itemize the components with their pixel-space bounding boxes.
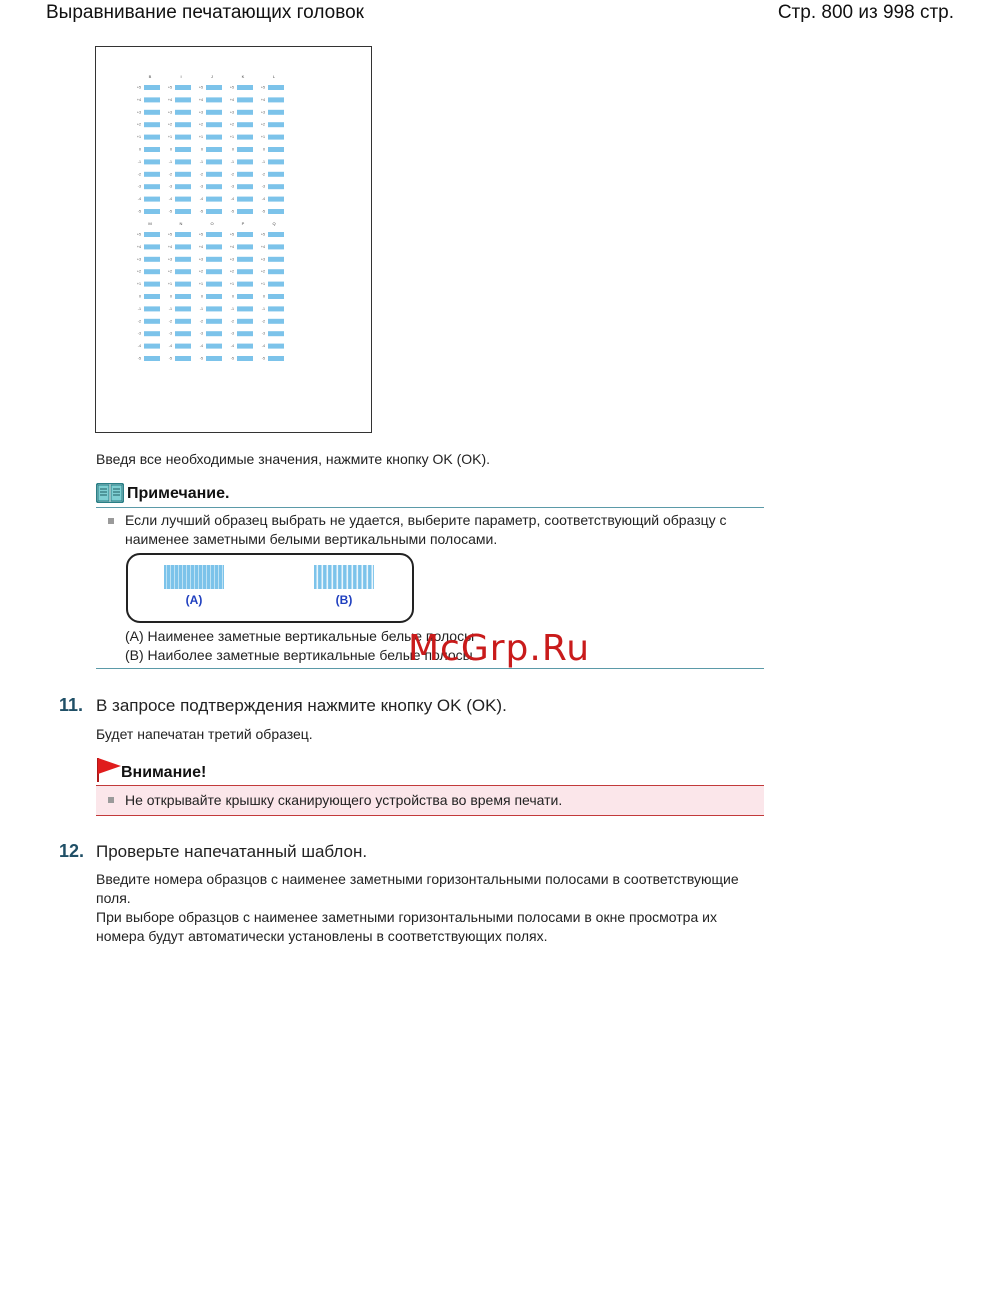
attention-body [96,786,764,816]
pattern-row-value: +2 [167,269,172,274]
step-11-text: В запросе подтверждения нажмите кнопку OK (OK). [96,696,507,715]
pattern-swatch [144,232,160,237]
pattern-row-value: 0 [139,147,141,152]
pattern-row-value: +3 [136,257,141,262]
pattern-swatch [206,110,222,115]
pattern-swatch [268,319,284,324]
pattern-swatch [206,184,222,189]
pattern-group-label: K [241,74,245,79]
attention-text: Не открывайте крышку сканирующего устройства во время печати. [125,792,563,808]
pattern-row-value: -1 [137,159,141,164]
pattern-row-value: 0 [201,147,203,152]
legend-b: (B) Наиболее заметные вертикальные белые полосы [125,647,473,663]
pattern-row-value: -1 [230,306,234,311]
pattern-swatch [206,147,222,152]
step-12-number: 12. [59,841,85,861]
pattern-swatch [175,244,191,249]
pattern-swatch [237,147,253,152]
alignment-pattern-image [96,47,371,432]
pattern-row-value: +4 [136,244,141,249]
white-stripe [322,565,324,589]
watermark: McGrp.Ru [408,628,591,669]
pattern-row-value: -4 [261,344,265,349]
pattern-row-value: -5 [230,209,234,214]
note-title: Примечание. [127,485,230,502]
pattern-row-value: +2 [136,269,141,274]
pattern-swatch [144,282,160,287]
document-title: Выравнивание печатающих головок [46,2,364,23]
pattern-row-value: +4 [198,244,203,249]
pattern-swatch [144,147,160,152]
pattern-row-value: +2 [229,269,234,274]
pattern-row-value: -2 [199,172,203,177]
pattern-row-value: +4 [229,244,234,249]
white-stripe [352,565,354,589]
note-text: Если лучший образец выбрать не удается, выберите параметр, соответствующий образцу с наименее заметными белыми вертикальными полосами. [125,512,727,547]
pattern-swatch [175,356,191,361]
pattern-swatch [175,110,191,115]
pattern-swatch [175,159,191,164]
white-stripe [202,565,203,589]
pattern-row-value: -2 [261,172,265,177]
pattern-swatch [144,85,160,90]
pattern-row-value: -5 [261,356,265,361]
white-stripe [198,565,199,589]
pattern-swatch [175,306,191,311]
pattern-swatch [268,344,284,349]
pattern-row-value: -4 [230,197,234,202]
pattern-row-value: -5 [199,356,203,361]
pattern-row-value: -3 [168,184,172,189]
pattern-swatch [237,184,253,189]
pattern-row-value: +1 [167,282,172,287]
pattern-row-value: +5 [260,232,265,237]
pattern-row-value: -1 [230,159,234,164]
pattern-row-value: -5 [261,209,265,214]
pattern-row-value: -1 [261,306,265,311]
pattern-swatch [237,110,253,115]
pattern-swatch [237,209,253,214]
pattern-row-value: -4 [230,344,234,349]
pattern-swatch [206,232,222,237]
pattern-swatch [175,257,191,262]
pattern-swatch [175,269,191,274]
pattern-row-value: +2 [136,122,141,127]
pattern-row-value: -4 [261,197,265,202]
pattern-row-value: +5 [260,85,265,90]
pattern-group-label: O [210,221,214,226]
pattern-swatch [206,294,222,299]
pattern-row-value: +2 [198,269,203,274]
pattern-row-value: -4 [137,197,141,202]
pattern-swatch [144,319,160,324]
pattern-row-value: -3 [230,184,234,189]
pattern-swatch [206,172,222,177]
step-12-text: Проверьте напечатанный шаблон. [96,842,368,861]
pattern-row-value: +2 [260,269,265,274]
step-12-paragraph-1: Введите номера образцов с наименее заметными горизонтальными полосами в соответствующие поля. [96,871,739,906]
white-stripe [166,565,167,589]
pattern-row-value: -3 [230,331,234,336]
pattern-swatch [175,97,191,102]
pattern-row-value: +2 [167,122,172,127]
pattern-group-label: P [241,221,245,226]
pattern-row-value: -5 [137,209,141,214]
book-icon [96,483,124,503]
pattern-swatch [268,85,284,90]
pattern-row-value: 0 [232,294,234,299]
pattern-swatch [144,97,160,102]
pattern-row-value: +3 [260,110,265,115]
pattern-row-value: -1 [199,306,203,311]
pattern-row-value: -3 [261,331,265,336]
pattern-swatch [206,159,222,164]
pattern-row-value: 0 [263,147,265,152]
white-stripe [210,565,211,589]
white-stripe [178,565,179,589]
pattern-swatch [237,344,253,349]
instruction-text: Введя все необходимые значения, нажмите кнопку OK (OK). [96,451,491,467]
bullet-marker [108,518,114,524]
pattern-swatch [175,282,191,287]
pattern-swatch [268,257,284,262]
pattern-row-value: -2 [137,319,141,324]
pattern-group-label: N [179,221,183,226]
pattern-group-label: Q [272,221,276,226]
white-stripe [342,565,344,589]
pattern-group-label: L [272,74,276,79]
pattern-row-value: -3 [168,331,172,336]
pattern-row-value: +3 [229,257,234,262]
pattern-swatch [144,244,160,249]
pattern-swatch [237,331,253,336]
pattern-row-value: -5 [168,209,172,214]
pattern-row-value: 0 [170,147,172,152]
pattern-row-value: +5 [167,232,172,237]
sample-b-image [314,565,374,589]
pattern-row-value: +5 [229,85,234,90]
pattern-swatch [206,356,222,361]
pattern-swatch [206,135,222,140]
pattern-row-value: +4 [167,97,172,102]
pattern-row-value: +3 [229,110,234,115]
pattern-swatch [237,282,253,287]
pattern-row-value: -3 [261,184,265,189]
pattern-swatch [237,294,253,299]
pattern-swatch [268,209,284,214]
pattern-swatch [268,122,284,127]
pattern-row-value: +4 [260,97,265,102]
pattern-group-label: I [180,74,182,79]
pattern-swatch [144,159,160,164]
pattern-swatch [206,306,222,311]
sample-a-label: (A) [185,593,203,607]
pattern-row-value: -1 [137,306,141,311]
pattern-swatch [268,159,284,164]
red-flag-icon [96,757,122,783]
pattern-swatch [144,197,160,202]
pattern-swatch [268,294,284,299]
pattern-swatch [144,135,160,140]
pattern-group-label: J [211,74,213,79]
pattern-swatch [144,209,160,214]
pattern-row-value: +4 [136,97,141,102]
stripe-samples-box [126,553,414,623]
pattern-swatch [237,135,253,140]
pattern-row-value: -1 [168,159,172,164]
pattern-swatch [237,257,253,262]
pattern-row-value: +3 [260,257,265,262]
white-stripe [332,565,334,589]
white-stripe [206,565,207,589]
white-stripe [362,565,364,589]
pattern-swatch [175,294,191,299]
pattern-swatch [268,356,284,361]
pattern-swatch [237,97,253,102]
pattern-swatch [268,184,284,189]
white-stripe [174,565,175,589]
white-stripe [367,565,369,589]
pattern-swatch [237,356,253,361]
pattern-row-value: +3 [167,110,172,115]
pattern-row-value: -3 [137,331,141,336]
white-stripe [218,565,219,589]
pattern-swatch [206,122,222,127]
pattern-swatch [206,344,222,349]
pattern-swatch [268,110,284,115]
pattern-swatch [175,232,191,237]
pattern-swatch [206,85,222,90]
pattern-swatch [237,85,253,90]
pattern-swatch [268,97,284,102]
bullet-marker [108,797,114,803]
pattern-swatch [144,294,160,299]
pattern-swatch [175,172,191,177]
pattern-row-value: +3 [198,257,203,262]
pattern-row-value: +1 [229,282,234,287]
pattern-row-value: +1 [260,282,265,287]
pattern-swatch [175,85,191,90]
pattern-row-value: +1 [167,135,172,140]
attention-title: Внимание! [121,764,207,781]
pattern-swatch [206,209,222,214]
pattern-swatch [268,172,284,177]
pattern-row-value: +1 [260,135,265,140]
pattern-row-value: +1 [198,282,203,287]
pattern-row-value: +5 [229,232,234,237]
pattern-swatch [268,135,284,140]
white-stripe [222,565,223,589]
pattern-swatch [237,232,253,237]
pattern-row-value: 0 [201,294,203,299]
pattern-row-value: -4 [168,197,172,202]
step-12-paragraph-2: При выборе образцов с наименее заметными горизонтальными полосами в окне просмотра их номера будут автоматически установлены в соответствующих полях. [96,909,717,944]
pattern-row-value: +1 [198,135,203,140]
pattern-swatch [268,269,284,274]
pattern-row-value: +2 [260,122,265,127]
pattern-swatch [144,184,160,189]
pattern-swatch [268,282,284,287]
alignment-pattern-sheet [95,46,372,433]
pattern-swatch [144,306,160,311]
pattern-row-value: -2 [168,172,172,177]
pattern-row-value: +2 [229,122,234,127]
pattern-row-value: +4 [167,244,172,249]
pattern-group-label: B [148,74,152,79]
pattern-row-value: -1 [199,159,203,164]
pattern-swatch [268,306,284,311]
pattern-row-value: -3 [199,331,203,336]
pattern-swatch [144,122,160,127]
pattern-swatch [206,197,222,202]
pattern-row-value: +1 [136,135,141,140]
pattern-swatch [175,344,191,349]
pattern-row-value: -2 [261,319,265,324]
pattern-row-value: -1 [261,159,265,164]
white-stripe [347,565,349,589]
pattern-row-value: -1 [168,306,172,311]
pattern-row-value: -2 [199,319,203,324]
pattern-row-value: -2 [168,319,172,324]
attention-header [96,757,764,786]
pattern-swatch [206,257,222,262]
pattern-row-value: 0 [263,294,265,299]
pattern-row-value: +4 [229,97,234,102]
pattern-swatch [144,269,160,274]
pattern-swatch [268,197,284,202]
step-11-subtext: Будет напечатан третий образец. [96,726,313,742]
pattern-swatch [175,135,191,140]
note-header [96,483,764,508]
pattern-swatch [175,319,191,324]
white-stripe [214,565,215,589]
pattern-row-value: +5 [136,85,141,90]
pattern-swatch [144,257,160,262]
pattern-row-value: 0 [170,294,172,299]
page-counter: Стр. 800 из 998 стр. [777,2,954,23]
pattern-swatch [206,269,222,274]
pattern-swatch [144,344,160,349]
pattern-swatch [175,184,191,189]
pattern-row-value: 0 [232,147,234,152]
pattern-row-value: +3 [167,257,172,262]
pattern-swatch [268,331,284,336]
pattern-swatch [237,197,253,202]
pattern-swatch [206,331,222,336]
pattern-row-value: +2 [198,122,203,127]
pattern-swatch [237,122,253,127]
pattern-swatch [237,172,253,177]
pattern-row-value: +4 [198,97,203,102]
pattern-swatch [144,172,160,177]
pattern-row-value: +1 [136,282,141,287]
pattern-row-value: -3 [199,184,203,189]
pattern-row-value: -5 [230,356,234,361]
pattern-swatch [206,244,222,249]
white-stripe [182,565,183,589]
pattern-swatch [237,319,253,324]
pattern-swatch [175,147,191,152]
pattern-row-value: +5 [167,85,172,90]
sample-b-label: (B) [335,593,353,607]
pattern-swatch [144,331,160,336]
pattern-swatch [175,122,191,127]
step-11-number: 11. [59,695,84,715]
pattern-swatch [206,319,222,324]
pattern-swatch [268,147,284,152]
white-stripe [357,565,359,589]
pattern-swatch [144,110,160,115]
pattern-group-label: M [148,221,152,226]
pattern-swatch [237,269,253,274]
pattern-row-value: -4 [199,344,203,349]
pattern-row-value: -2 [137,172,141,177]
pattern-row-value: -5 [199,209,203,214]
pattern-row-value: +5 [136,232,141,237]
pattern-row-value: -2 [230,319,234,324]
white-stripe [337,565,339,589]
white-stripe [372,565,374,589]
pattern-row-value: -4 [137,344,141,349]
white-stripe [317,565,319,589]
pattern-swatch [268,244,284,249]
step-12-subtext [96,870,766,946]
pattern-swatch [206,97,222,102]
pattern-swatch [237,244,253,249]
pattern-swatch [175,331,191,336]
pattern-row-value: -4 [199,197,203,202]
white-stripe [190,565,191,589]
pattern-swatch [175,197,191,202]
pattern-row-value: -5 [137,356,141,361]
pattern-swatch [175,209,191,214]
pattern-row-value: -4 [168,344,172,349]
pattern-row-value: +4 [260,244,265,249]
pattern-swatch [206,282,222,287]
sample-a-image [164,565,224,589]
pattern-row-value: -3 [137,184,141,189]
white-stripe [194,565,195,589]
pattern-swatch [237,306,253,311]
pattern-row-value: -5 [168,356,172,361]
pattern-row-value: +3 [198,110,203,115]
white-stripe [327,565,329,589]
white-stripe [186,565,187,589]
pattern-swatch [237,159,253,164]
pattern-row-value: +5 [198,85,203,90]
white-stripe [170,565,171,589]
legend-a: (A) Наименее заметные вертикальные белые полосы [125,628,475,644]
pattern-row-value: +3 [136,110,141,115]
pattern-swatch [268,232,284,237]
pattern-row-value: +5 [198,232,203,237]
pattern-row-value: 0 [139,294,141,299]
pattern-row-value: -2 [230,172,234,177]
pattern-row-value: +1 [229,135,234,140]
pattern-swatch [144,356,160,361]
